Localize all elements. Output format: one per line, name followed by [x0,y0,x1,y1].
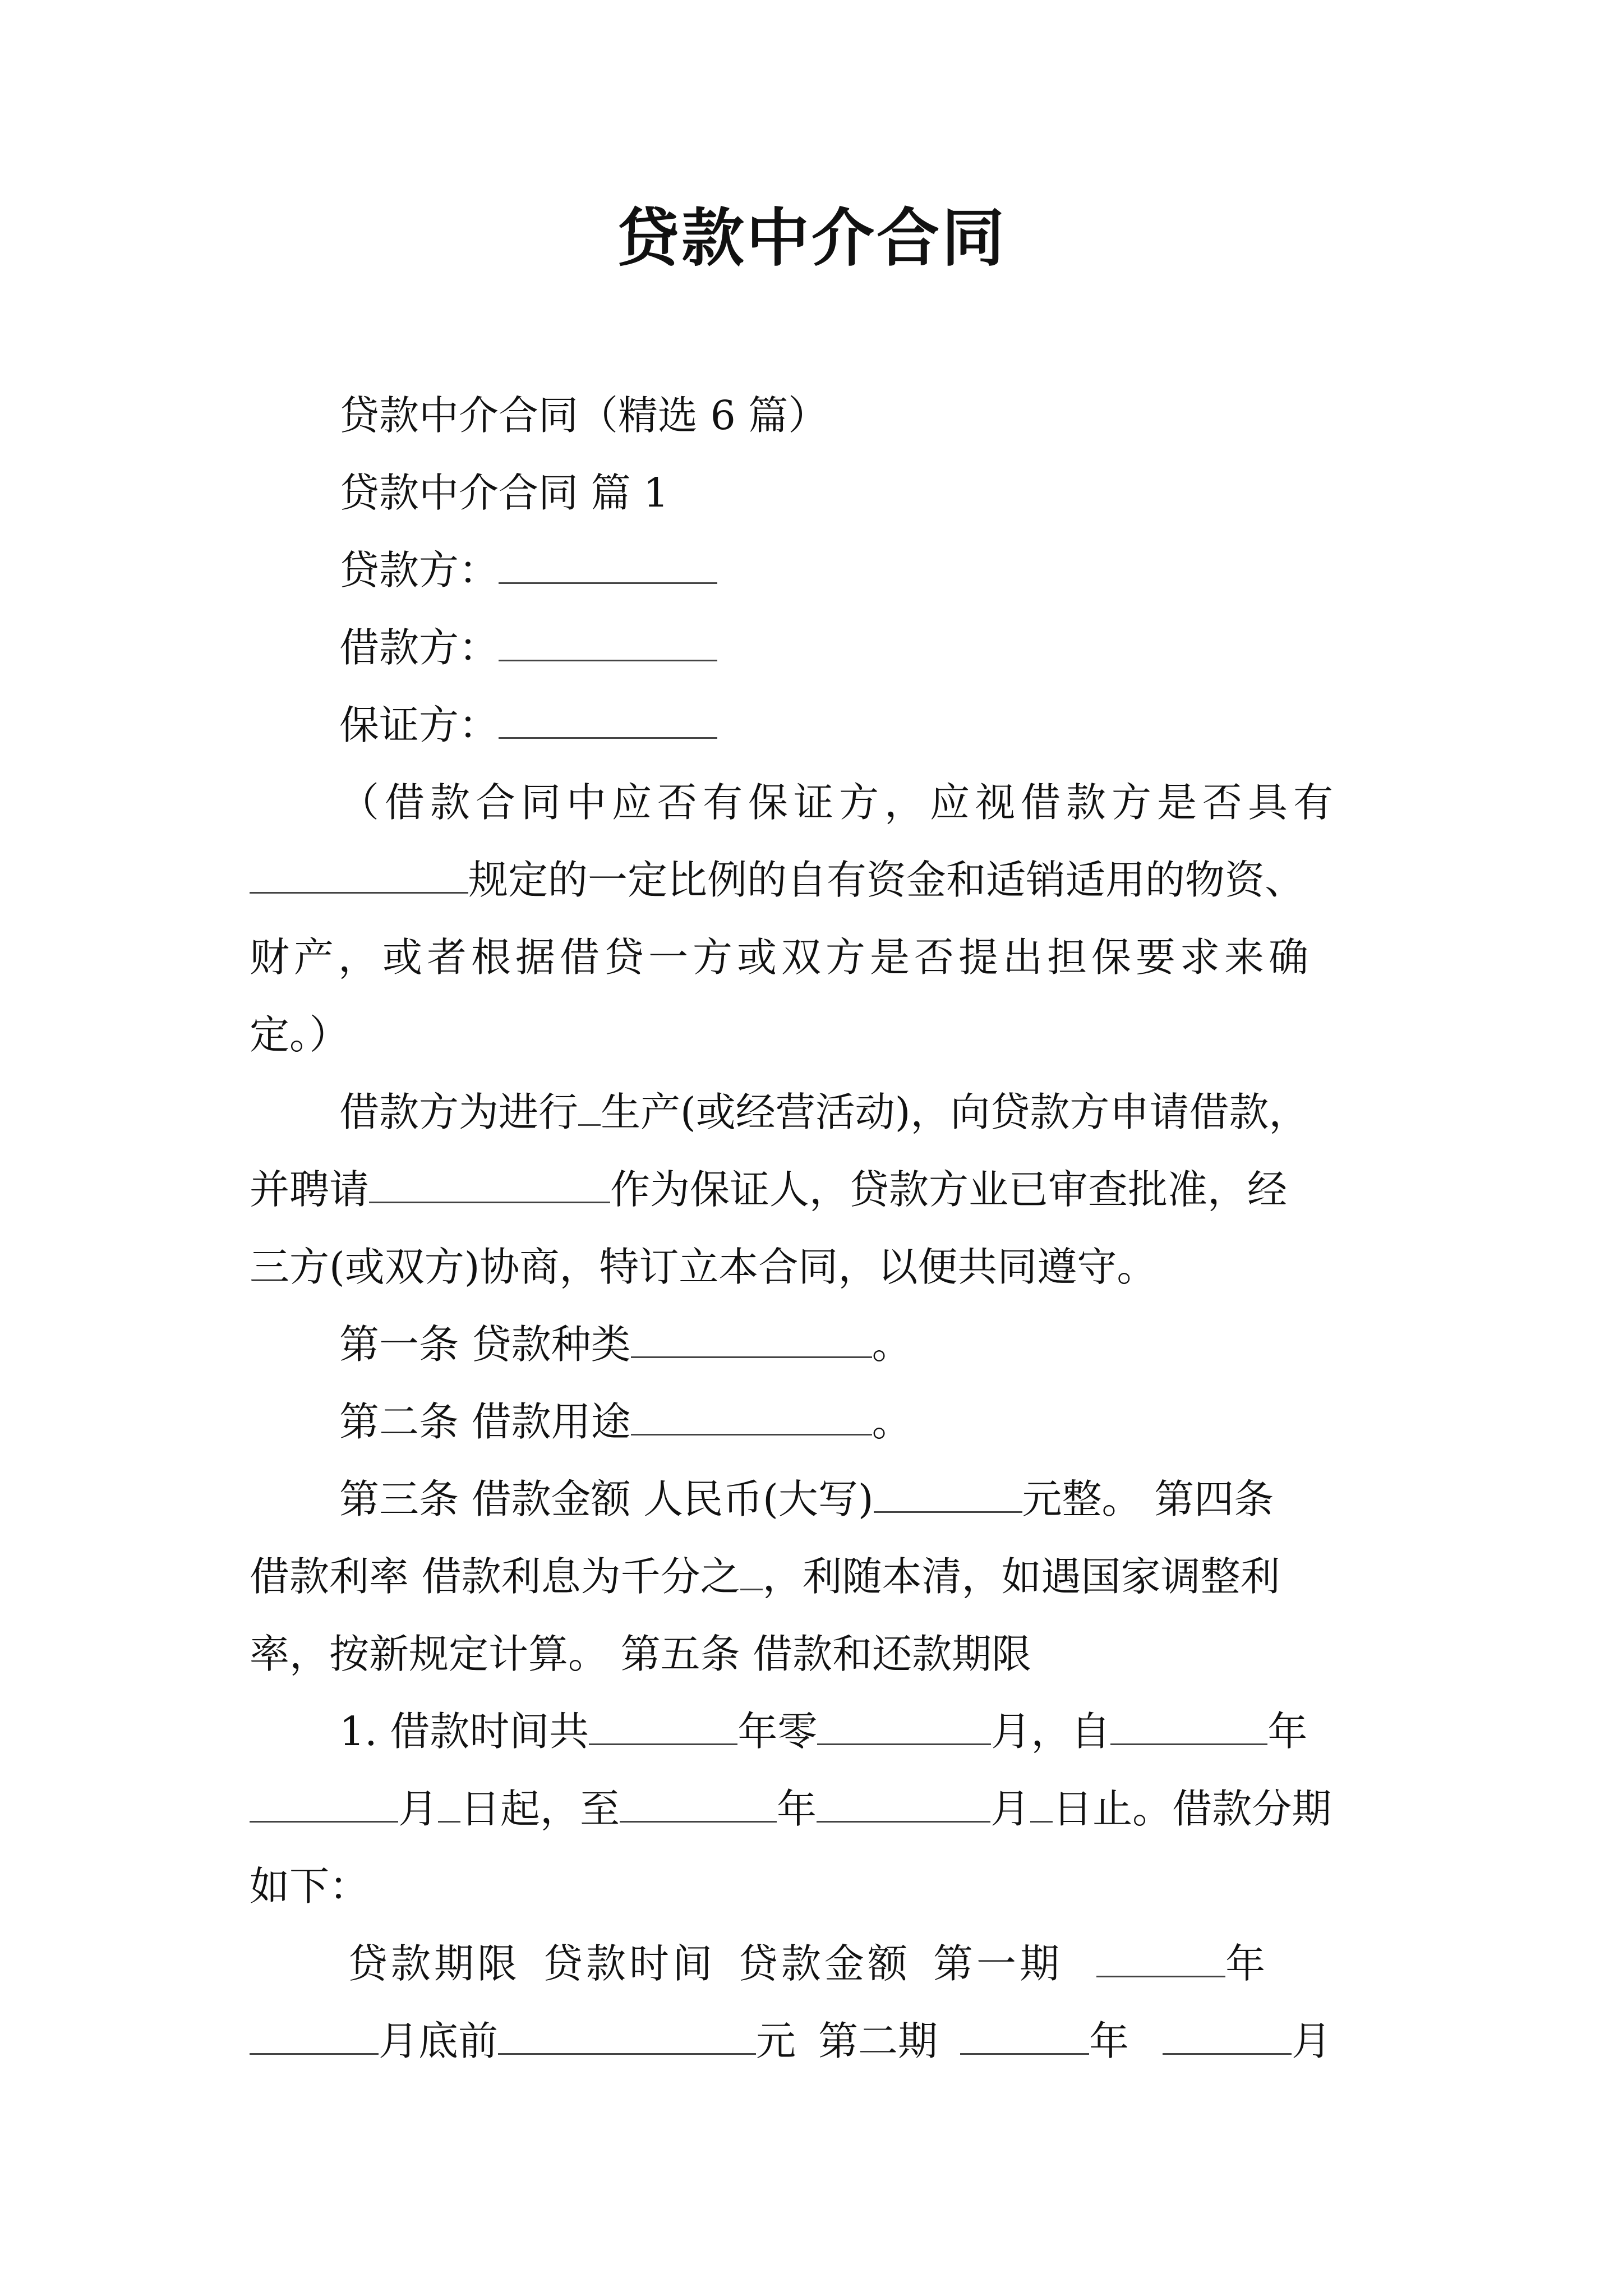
schedule-line-2: 月底前 元 第二期 年 月 [250,2003,1377,2080]
note-line-4: 定。） [250,1011,349,1058]
lender-field [250,532,1377,609]
note-line-3: 财产，或者根据借贷一方或双方是否提出担保要求来确 [250,934,1313,981]
schedule-header-term: 贷款期限 [348,1940,521,1987]
term-line-2: 月 日起，至 年 月 日止。借款分期 [250,1770,1377,1848]
article-3-line-3: 率，按新规定计算。 第五条 借款和还款期限 [250,1631,1032,1677]
note-line-1: （借款合同中应否有保证方，应视借款方是否具有 [339,779,1339,826]
article-3-line-1: 第三条 借款金额 人民币(大写) 元整。 第四条 [250,1461,1377,1538]
section-heading: 贷款中介合同 篇 1 [339,470,669,516]
subtitle: 贷款中介合同（精选 6 篇） [339,392,828,439]
guarantor-name-blank [369,1165,610,1203]
note-line-2: 规定的一定比例的自有资金和适销适用的物资、 [250,841,1377,919]
schedule-header-time: 贷款时间 [543,1940,716,1987]
schedule-header-amount: 贷款金额 [738,1940,911,1987]
preamble-line-3: 三方(或双方)协商，特订立本合同，以便共同遵守。 [250,1244,1157,1290]
lender-blank [499,545,717,584]
article-2: 第二条 借款用途 。 [250,1383,1377,1461]
lender-label: 贷款方： [339,547,499,593]
schedule-line-1: 贷款期限 贷款时间 贷款金额 第一期 年 [250,1925,1377,2003]
preamble-line-1: 借款方为进行 生产(或经营活动)，向贷款方申请借款， [250,1074,1377,1151]
guarantor-label: 保证方： [339,702,499,748]
article-1: 第一条 贷款种类 。 [250,1306,1377,1383]
guarantor-blank [499,700,717,739]
preamble-line-2: 并聘请 作为保证人，贷款方业已审查批准，经 [250,1151,1377,1228]
document-title: 贷款中介合同 [616,202,1007,275]
borrower-blank [499,623,717,661]
term-line-1: 1. 借款时间共 年零 月，自 年 [250,1693,1377,1770]
document-body [250,377,1377,2080]
borrower-label: 借款方： [339,624,499,671]
term-line-3: 如下： [250,1863,370,1910]
note-blank [250,855,468,894]
borrower-field [250,609,1377,687]
guarantor-field [250,687,1377,764]
article-3-line-2: 借款利率 借款利息为千分之 ，利随本清，如遇国家调整利 [250,1538,1377,1616]
